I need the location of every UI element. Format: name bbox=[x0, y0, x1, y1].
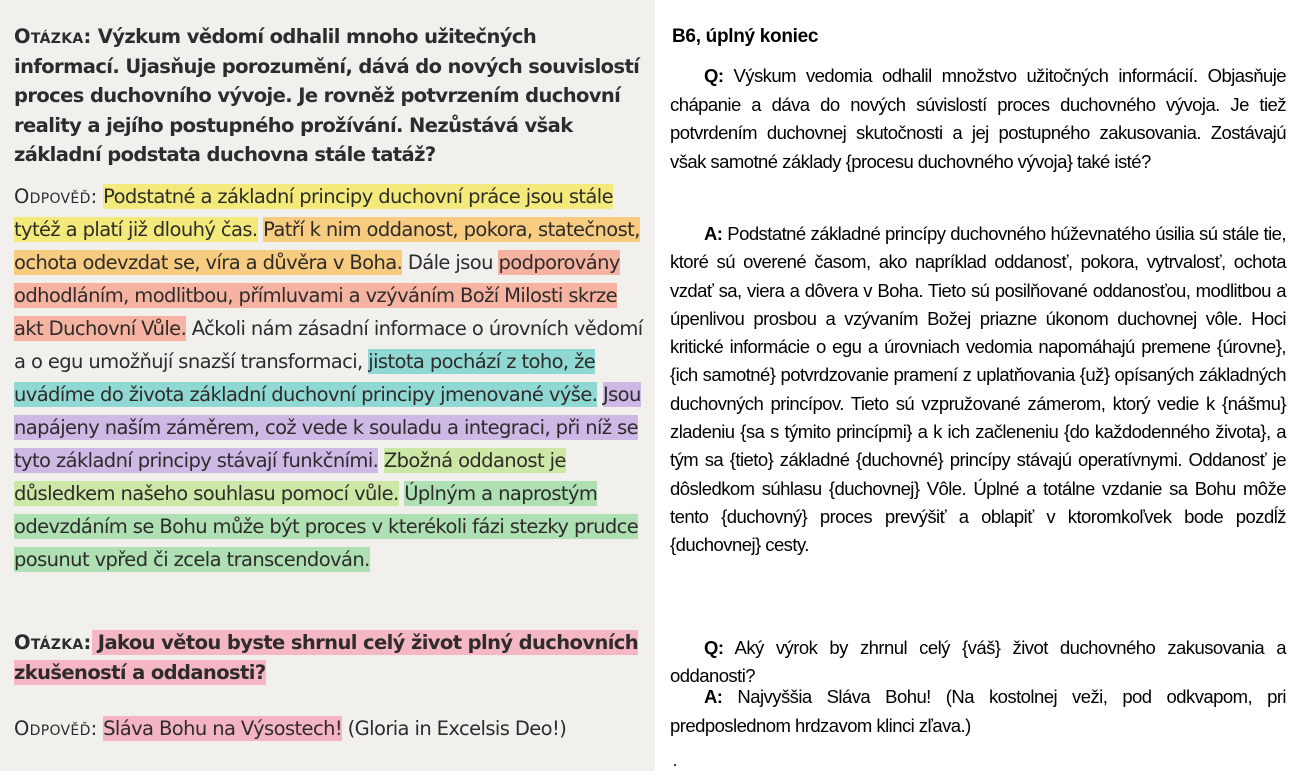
highlighted-phrase: podporovány odhodláním, modlitbou, přímluvami a vzýváním Boží Milosti skrze akt Duchovní Vůle. bbox=[14, 251, 620, 340]
answer-1-czech bbox=[14, 180, 644, 576]
answer-2-czech bbox=[14, 712, 644, 745]
page-divider bbox=[655, 0, 665, 771]
question-2-czech bbox=[14, 628, 644, 688]
highlighted-phrase: Podstatné a základní principy duchovní práce jsou stále tytéž a platí již dlouhý čas. bbox=[14, 185, 613, 241]
question-1-czech bbox=[14, 22, 644, 170]
question-label: Q: bbox=[704, 637, 724, 658]
stray-mark bbox=[674, 764, 676, 766]
question-text: Aký výrok by zhrnul celý {váš} život duchovného zakusovania a oddanosti? bbox=[670, 637, 1286, 686]
plain-phrase: Dále jsou bbox=[402, 251, 499, 274]
translation-page bbox=[670, 0, 1290, 771]
section-title: B6, úplný koniec bbox=[672, 26, 819, 47]
highlighted-phrase: Patří k nim oddanost, pokora, statečnost, ochota odevzdat se, víra a důvěra v Boha. bbox=[14, 218, 640, 274]
question-label: Otázka: bbox=[14, 631, 92, 654]
answer-text bbox=[14, 184, 643, 572]
highlighted-phrase: Zbožná oddanost je důsledkem našeho souhlasu pomocí vůle. bbox=[14, 449, 566, 505]
answer-label: Odpověď: bbox=[14, 717, 98, 740]
highlighted-phrase: Úplným a naprostým odevzdáním se Bohu může být proces v kterékoli fázi stezky prudce posunut vpřed či zcela transcendován. bbox=[14, 482, 639, 571]
question-text: Jakou větou byste shrnul celý život plný duchovních zkušeností a oddanosti? bbox=[14, 631, 639, 684]
answer-1-slovak bbox=[670, 220, 1286, 560]
highlighted-phrase: jistota pochází z toho, že uvádíme do života základní duchovní principy jmenované výše. bbox=[14, 350, 598, 406]
highlighted-phrase: Jsou napájeny naším záměrem, což vede k souladu a integraci, při níž se tyto základní principy stávají funkčními. bbox=[14, 383, 641, 472]
question-2-slovak bbox=[670, 634, 1286, 690]
question-label: Q: bbox=[704, 65, 724, 86]
answer-text bbox=[103, 716, 566, 741]
plain-phrase: Ačkoli nám zásadní informace o úrovních vědomí a o egu umožňují snazší transformaci, bbox=[14, 317, 643, 373]
question-text: Výzkum vědomí odhalil mnoho užitečných informací. Ujasňuje porozumění, dává do nových souvislostí proces duchovního vývoje. Je rovněž potvrzením duchovní reality a jejího postupného prožívání. Nezůstává však základní podstata duchovna stále tatáž? bbox=[14, 25, 640, 166]
answer-text: Podstatné základné princípy duchovného húževnatého úsilia sú stále tie, ktoré sú overené časom, ako napríklad oddanosť, pokora, vytrvalosť, ochota vzdať sa, viera a dôvera v Boha. Tieto sú posilňované oddanosťou, modlitbou a úpenlivou prosbou a vzývaním Božej priazne úkonom duchovnej vôle. Hoci kritické informácie o egu a úrovniach vedomia napomáhajú premene {úrovne}, {ich samotné} potvrdzovanie pramení z uplatňovania {už} opísaných základných duchovných princípov. Tieto sú vzpružované zámerom, ktorý vedie k {nášmu} zladeniu {sa s týmito princípmi} a k ich začleneniu {do každodenného života}, a tým sa {tieto} základné {duchovné} princípy stávajú operatívnymi. Oddanosť je dôsledkom súhlasu {duchovnej} Vôle. Úplné a totálne vzdanie sa Bohu môže tento {duchovný} proces prevýšiť a oblapiť v ktoromkoľvek bode pozdĺž {duchovnej} cesty. bbox=[670, 223, 1286, 556]
question-text: Výskum vedomia odhalil množstvo užitočných informácií. Objasňuje chápanie a dáva do nových súvislostí proces duchovného vývoja. Je tiež potvrdením duchovnej skutočnosti a jej postupného zakusovania. Zostávajú však samotné základy {procesu duchovného vývoja} také isté? bbox=[670, 65, 1286, 172]
answer-label: A: bbox=[704, 223, 723, 244]
answer-text: Najvyššia Sláva Bohu! (Na kostolnej veži, pod odkvapom, pri predposlednom hrdzavom klinci zľava.) bbox=[670, 686, 1286, 736]
answer-label: A: bbox=[704, 686, 723, 707]
question-1-slovak bbox=[670, 62, 1286, 176]
question-label: Otázka: bbox=[14, 25, 92, 48]
answer-2-slovak bbox=[670, 683, 1286, 740]
highlighted-phrase: Sláva Bohu na Výsostech! bbox=[103, 717, 343, 740]
answer-label: Odpověď: bbox=[14, 185, 98, 208]
plain-phrase: (Gloria in Excelsis Deo!) bbox=[342, 717, 567, 740]
